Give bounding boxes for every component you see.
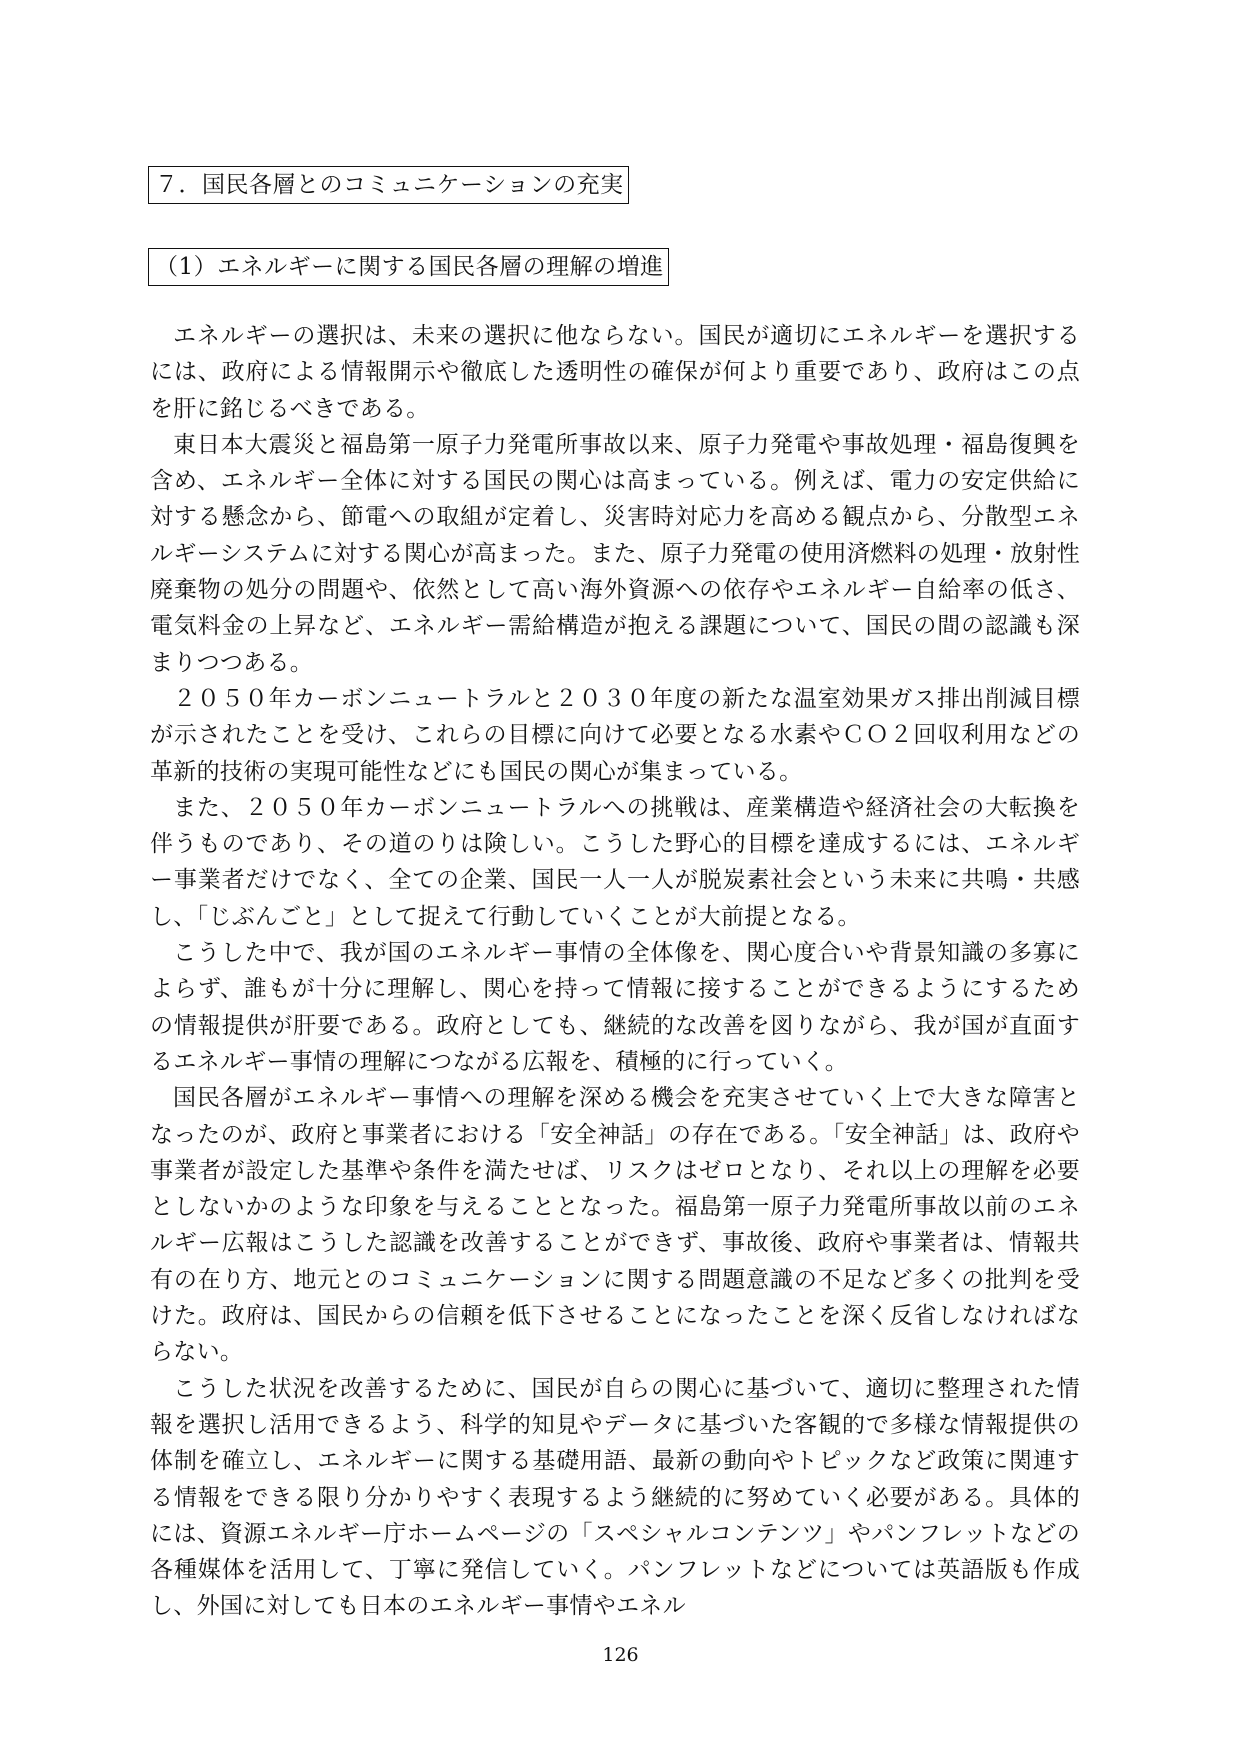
paragraph: また、２０５０年カーボンニュートラルへの挑戦は、産業構造や経済社会の大転換を伴うものであり、その道のりは険しい。こうした野心的目標を達成するには、エネルギー事業者だけでなく、全ての企業、国民一人一人が脱炭素社会という未来に共鳴・共感し、「じぶんごと」として捉えて行動していくことが大前提となる。: [150, 794, 1080, 930]
paragraph: エネルギーの選択は、未来の選択に他ならない。国民が適切にエネルギーを選択するには、政府による情報開示や徹底した透明性の確保が何より重要であり、政府はこの点を肝に銘じるべきである。: [150, 323, 1080, 422]
body-text: [150, 318, 1080, 1625]
page-number: 126: [602, 1644, 639, 1666]
section-heading: ７．国民各層とのコミュニケーションの充実: [148, 166, 629, 204]
paragraph: 東日本大震災と福島第一原子力発電所事故以来、原子力発電や事故処理・福島復興を含め、エネルギー全体に対する国民の関心は高まっている。例えば、電力の安定供給に対する懸念から、節電への取組が定着し、災害時対応力を高める観点から、分散型エネルギーシステムに対する関心が高まった。また、原子力発電の使用済燃料の処理・放射性廃棄物の処分の問題や、依然として高い海外資源への依存やエネルギー自給率の低さ、電気料金の上昇など、エネルギー需給構造が抱える課題について、国民の間の認識も深まりつつある。: [150, 431, 1080, 676]
paragraph: こうした状況を改善するために、国民が自らの関心に基づいて、適切に整理された情報を選択し活用できるよう、科学的知見やデータに基づいた客観的で多様な情報提供の体制を確立し、エネルギーに関する基礎用語、最新の動向やトピックなど政策に関連する情報をできる限り分かりやすく表現するよう継続的に努めていく必要がある。具体的には、資源エネルギー庁ホームページの「スペシャルコンテンツ」やパンフレットなどの各種媒体を活用して、丁寧に発信していく。パンフレットなどについては英語版も作成し、外国に対しても日本のエネルギー事情やエネル: [150, 1375, 1080, 1620]
paragraph: こうした中で、我が国のエネルギー事情の全体像を、関心度合いや背景知識の多寡によらず、誰もが十分に理解し、関心を持って情報に接することができるようにするための情報提供が肝要である。政府としても、継続的な改善を図りながら、我が国が直面するエネルギー事情の理解につながる広報を、積極的に行っていく。: [150, 940, 1080, 1075]
subsection-heading: （1）エネルギーに関する国民各層の理解の増進: [148, 248, 669, 286]
paragraph: 国民各層がエネルギー事情への理解を深める機会を充実させていく上で大きな障害となったのが、政府と事業者における「安全神話」の存在である。「安全神話」は、政府や事業者が設定した基準や条件を満たせば、リスクはゼロとなり、それ以上の理解を必要としないかのような印象を与えることとなった。福島第一原子力発電所事故以前のエネルギー広報はこうした認識を改善することができず、事故後、政府や事業者は、情報共有の在り方、地元とのコミュニケーションに関する問題意識の不足など多くの批判を受けた。政府は、国民からの信頼を低下させることになったことを深く反省しなければならない。: [150, 1085, 1080, 1366]
paragraph: ２０５０年カーボンニュートラルと２０３０年度の新たな温室効果ガス排出削減目標が示されたことを受け、これらの目標に向けて必要となる水素やＣＯ２回収利用などの革新的技術の実現可能性などにも国民の関心が集まっている。: [150, 685, 1080, 785]
